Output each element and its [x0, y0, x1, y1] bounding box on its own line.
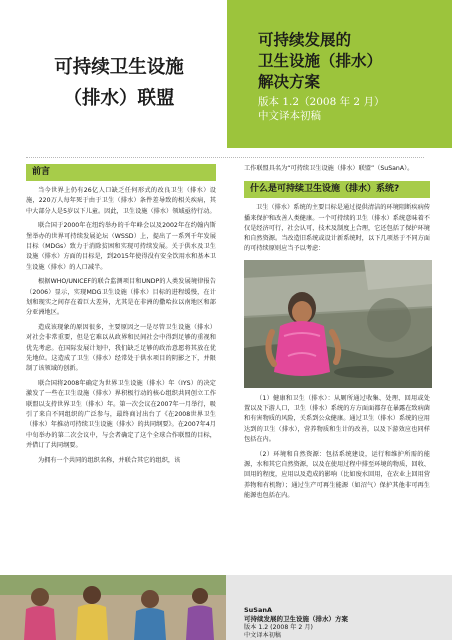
left-column: [26, 164, 216, 470]
footer-version: 版本 1.2 (2008 年 2 月): [244, 624, 313, 631]
preface-paragraph: 根据WHO/UNICEF的联合监测项目和UNDP的人类发展境律报告（2006）显示，实现MDG卫生设施（排水）目标的进程缓慢，在计划和现实之间存在着巨大差异，尤其是在非洲的撒哈拉以南地区和部分亚洲地区。: [26, 278, 216, 317]
version-text: 版本 1.2（2008 年 2 月）: [258, 96, 385, 108]
section-title-sustainable: 什么是可持续卫生设施（排水）系统?: [244, 181, 430, 198]
header-divider: [26, 157, 424, 158]
footer-org: SuSanA: [244, 606, 273, 614]
child-photo: [244, 260, 432, 388]
main-title-line2: （排水）联盟: [63, 88, 175, 109]
main-title: [26, 52, 212, 114]
footer-title: 可持续发展的卫生设施（排水）方案: [244, 615, 348, 623]
translation-note: 中文译本初稿: [258, 110, 321, 122]
footer-people-illustration: [0, 575, 226, 640]
preface-paragraph: 当今世界上仍有26亿人口缺乏任何形式的改良卫生（排水）设施，220万人每年死于由于卫生（排水）条件差导致的相关疾病，其中大部分人是5岁以下儿童。因此，卫生设施（排水）领域亟待行动。: [26, 187, 216, 215]
footer-text: [244, 606, 444, 640]
main-title-line1: 可持续卫生设施: [54, 57, 184, 78]
preface-paragraph: 造成该现象的原因很多，主要原因之一是尽管卫生设施（排水）对社会非常重要，但是它难以从政界和民间社会中得到足够的重视和优先考虑。在国际发展计划中，我们缺乏足够的政治意愿将其放在优先地位。这造成了卫生（排水）经常处于供水项目的阴影之下，并限制了该领域的创新。: [26, 324, 216, 373]
preface-paragraph: 联合国于2000年在纽约举办的千年峰会以及2002年在约翰内斯堡举办的世界可持续发展论坛（WSSD）上，提出了一系列千年发展目标（MDGs）致力于消除贫困和实现可持续发展。关于供水及卫生设施（排水）方面的目标是，到2015年使得没有安全饮用水和基本卫生设施（排水）的人口减半。: [26, 222, 216, 271]
footer-photo: [0, 575, 226, 640]
preface-paragraph: 为拥有一个共同的组织名称，并联合其它的组织，该: [38, 456, 181, 464]
subtitle-heading: [258, 30, 448, 93]
body-paragraph-environment: （2）环境和自然资源：包括系统建设，运行和维护所需的能源，水和其它自然资源，以及在使用过程中排至环境的物质，回收、回用的程度，应用以及造成的影响（比如废水回用，在农业上回用营养物和有机物）；通过生产可再生能源（如沼气）保护其他非可再生能源也包括在内。: [244, 450, 430, 499]
section-title-preface: 前言: [26, 164, 216, 181]
title-panel: [0, 0, 226, 148]
right-column: [244, 164, 430, 506]
body-paragraph-health: （1）健康和卫生（排水）：从厕所通过收集、处理、回用或处置以及下游人口，卫生（排水）系统的方方面面都存在暴露在致病菌和有害物质的风险，关系到公众健康。通过卫生（排水）系统的应用达到的卫生（排水），营养物质和生计的改善，以及下游效应也同样包括在内。: [244, 394, 430, 443]
child-illustration: [244, 260, 432, 388]
subtitle-line3: 解决方案: [258, 73, 321, 91]
subtitle-line1: 可持续发展的: [258, 31, 352, 49]
preface-paragraph: 联合国将2008年确定为世界卫生设施（排水）年（IYS）的决定激发了一些在卫生设施（排水）界积极行动的核心组织共同创立工作联盟以支持世界卫生（排水）年。第一次会议在2007年一月举行，吸引了来自不同组织的广泛参与，最终商讨出台了《在2008世界卫生（排水）年推动可持续卫生设施（排水）的共同纲要》。在2007年4月中旬举办的第二次会议中，与会者确定了这个全球合作联盟的目标，并借订了共同纲要。: [26, 380, 216, 449]
subtitle-line2: 卫生设施（排水）: [258, 52, 383, 70]
subtitle-block: [258, 30, 448, 123]
footer-translation-note: 中文译本初稿: [244, 632, 282, 639]
body-paragraph: 卫生（排水）系统的主要目标是通过提供清洁的环境阻断疾病传播来保护和改善人类健康。一个可持续的卫生（排水）系统意味着不仅是经济可行，社会认可，技术及制度上合理，它还包括了保护环境和自然资源。当改造旧系统或设计新系统时，以下几项基于不同方面的可持续原则应当予以考虑：: [244, 204, 430, 253]
intro-text: 工作联盟具名为“可持续卫生设施（排水）联盟”（SuSanA）。: [244, 165, 414, 172]
